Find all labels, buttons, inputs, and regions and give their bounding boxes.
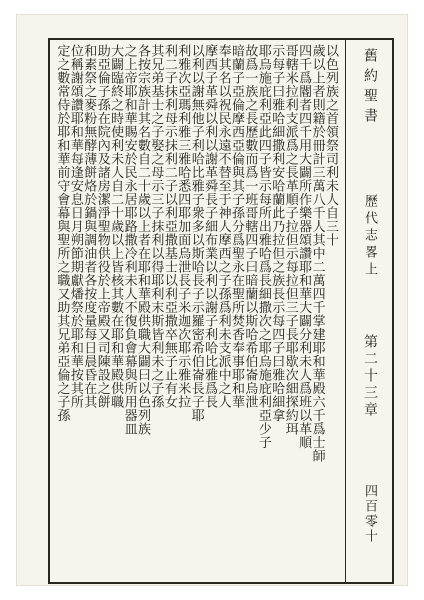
text-column: 其兄弟基士之子娶之母示三子抹利以得耶利末斯皆利未之子孫 [148,44,164,409]
text-column: 哥轄米拉利支派爲之長革順子拉但示每拉但三子長耶歇次細探約珥 [282,44,298,436]
text-column: 故爲一族之長歷數而爲一班哥轄四子曰暗蘭以斯哈希伯崙烏泄 [242,44,258,409]
chapter-heading: 第二十三章 [362,334,378,419]
text-column: 和素祭之麥粉無酵薄餅烙於鍋與調油者各按度量每日晨昏在其 [81,44,97,409]
text-column: 耶烏施庇利亞此四子皆示每所出雅哈爲長細撒次之耶烏施庇利亞少子 [255,44,271,449]
text-column: 大闢臨終之時使利未人自二十歲以上皆核其數在耶和華殿供職 [108,44,124,409]
body-text [56,44,338,578]
section-title: 歷代志畧上 [362,194,377,279]
text-column: 歲以上者則籍於冊計三萬八千人其中二萬四千掌建耶和華殿六千爲士師 [309,44,325,463]
text-column: 摩西子革舜以利以謝革舜長子細布業以利以謝子利哈比雅爲長 [202,44,218,409]
text-column: 利二子抹利母示抹利二子以利亞撒基士以利亞撒卒無子止有女 [161,44,177,409]
text-column: 奉其名以祝民永遠不替至于神人摩西之子孫爲利未支派中之人 [215,44,231,409]
text-column: 助亞倫子孫在院內及諸房潔淨聖物供役於上帝殿又司陳設之餅 [94,44,110,409]
book-page [16,14,408,586]
text-column: 定之數常侍於耶和華前守會幕與聖所之職又助其兄弟亞倫之子孫 [54,44,70,422]
text-column: 以色列族之首領祭司利未人自三十 [322,44,338,247]
text-column: 暗蘭子亞倫摩西亞倫與其子孫分爲聖永在聖所焚香奉事耶和華 [228,44,244,409]
page-number: 四百零十 [362,484,377,544]
text-column: 之上帝耶和華賜安於民永居耶路撒冷利未人不復負會幕與所用器皿 [121,44,137,436]
text-column: 位稱謝頌讚耶和華每逢安息日月朔節期獻燔祭於耶和華按其所 [67,44,83,409]
text-column: 四千爲閽者四千用大闢所作樂器頌讚耶和華大闢分利未人爲班以革順 [296,44,312,449]
text-column: 以利以謝無他子利哈比雅子衆多以斯哈長子示羅密希伯崙長子耶 [188,44,204,422]
text-column: 各按宗族計其名數自二十歲以上者在耶和華殿供職大闢曰以色列族 [134,44,150,436]
text-column: 示每子曰雅哈細撒利安哈蘭此乃拉但之族長示每四子曰雅哈細拿 [269,44,285,422]
book-title: 舊約聖書 [362,48,378,128]
text-column: 利雅次亞瑪利雅三雅哈悉四耶加面烏泄長子米迦次耶示雅米拉 [175,44,191,409]
